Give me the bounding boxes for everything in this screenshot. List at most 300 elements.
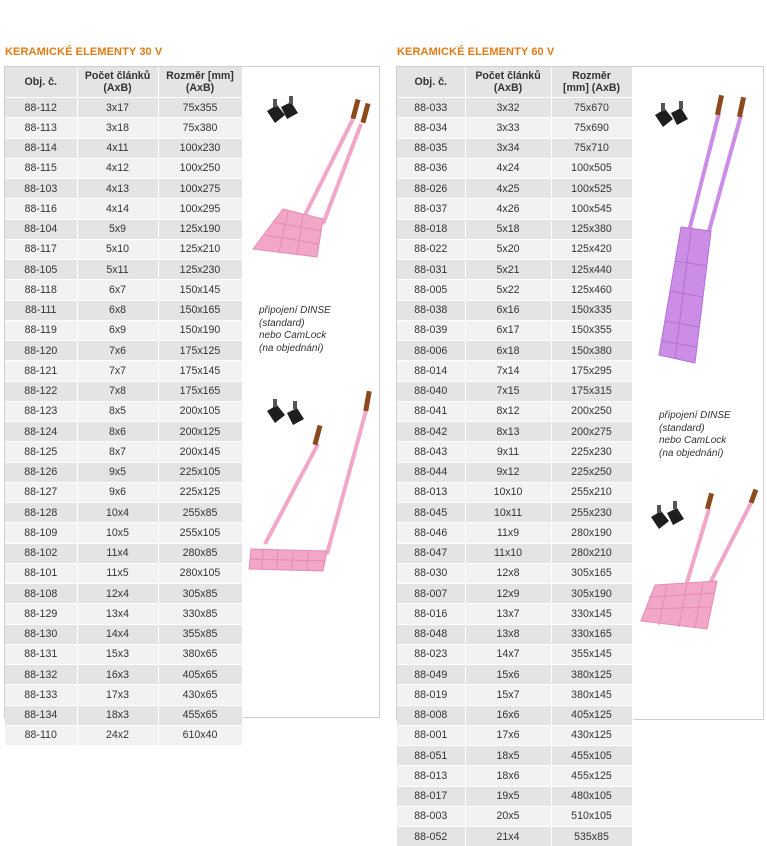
cell-code: 88-005 [397,280,465,300]
table-row [5,320,242,340]
cell-size: 100x525 [551,179,632,199]
table-row [397,260,632,280]
table-row [397,827,632,846]
cell-code: 88-111 [5,300,77,320]
cell-count: 18x3 [77,705,158,725]
cell-size: 125x420 [551,239,632,259]
table-row [397,786,632,806]
cell-code: 88-008 [397,705,465,725]
cell-count: 24x2 [77,725,158,745]
cell-count: 16x3 [77,665,158,685]
cell-count: 10x4 [77,503,158,523]
cell-count: 5x9 [77,219,158,239]
cell-count: 3x32 [465,98,551,118]
table-row [397,158,632,178]
cell-code: 88-128 [5,503,77,523]
cell-count: 3x17 [77,98,158,118]
table-row [397,361,632,381]
dinse-connector-icon [651,501,684,529]
cell-code: 88-013 [397,482,465,502]
cell-size: 100x230 [158,138,242,158]
cell-count: 10x11 [465,503,551,523]
cell-code: 88-039 [397,320,465,340]
cell-code: 88-051 [397,746,465,766]
cell-code: 88-116 [5,199,77,219]
table-row [5,118,242,138]
table-row [5,725,242,745]
table-row [397,604,632,624]
table-row [5,543,242,563]
dinse-connector-icon [655,101,688,127]
dinse-connector-icon [267,96,298,123]
cell-count: 15x3 [77,644,158,664]
cell-code: 88-046 [397,523,465,543]
cell-count: 6x7 [77,280,158,300]
ceramic-mat [253,209,323,257]
cell-count: 9x5 [77,462,158,482]
cell-size: 280x105 [158,563,242,583]
cell-code: 88-036 [397,158,465,178]
cell-count: 12x9 [465,584,551,604]
table-row [397,644,632,664]
cell-count: 17x3 [77,685,158,705]
cell-count: 18x5 [465,746,551,766]
cell-count: 20x5 [465,806,551,826]
ceramic-mat [641,581,717,629]
table-row [397,280,632,300]
cell-code: 88-108 [5,584,77,604]
cell-size: 430x125 [551,725,632,745]
table-row [5,523,242,543]
cell-code: 88-103 [5,179,77,199]
cell-count: 5x10 [77,239,158,259]
cell-code: 88-042 [397,422,465,442]
section-title-30v: KERAMICKÉ ELEMENTY 30 V [5,46,162,58]
cell-size: 610x40 [158,725,242,745]
table-row [5,341,242,361]
cell-code: 88-001 [397,725,465,745]
cell-code: 88-129 [5,604,77,624]
cell-size: 380x65 [158,644,242,664]
cell-code: 88-030 [397,563,465,583]
cell-count: 6x9 [77,320,158,340]
cell-size: 280x210 [551,543,632,563]
cell-code: 88-035 [397,138,465,158]
heating-element-60v-image-1 [637,91,761,391]
cell-size: 305x165 [551,563,632,583]
table-row [5,219,242,239]
cell-count: 8x12 [465,401,551,421]
cell-code: 88-044 [397,462,465,482]
cell-size: 380x125 [551,665,632,685]
heating-element-30v-image-1 [243,89,379,259]
table-row [5,381,242,401]
cell-code: 88-122 [5,381,77,401]
cell-code: 88-113 [5,118,77,138]
table-row [5,442,242,462]
cell-size: 75x670 [551,98,632,118]
cell-code: 88-034 [397,118,465,138]
table-row [5,422,242,442]
cell-count: 4x13 [77,179,158,199]
table-row [5,685,242,705]
cell-code: 88-127 [5,482,77,502]
cell-count: 7x7 [77,361,158,381]
table-60v [397,67,633,846]
section-title-60v: KERAMICKÉ ELEMENTY 60 V [397,46,554,58]
cell-code: 88-052 [397,827,465,846]
cell-code: 88-048 [397,624,465,644]
element-leads [685,489,758,589]
cell-count: 3x33 [465,118,551,138]
table-row [397,462,632,482]
table-row [397,665,632,685]
cell-count: 15x6 [465,665,551,685]
cell-count: 10x10 [465,482,551,502]
cell-size: 75x690 [551,118,632,138]
cell-count: 13x7 [465,604,551,624]
cell-size: 330x165 [551,624,632,644]
cell-size: 125x210 [158,239,242,259]
cell-size: 255x85 [158,503,242,523]
cell-size: 100x250 [158,158,242,178]
table-row [397,401,632,421]
cell-size: 455x105 [551,746,632,766]
cell-size: 150x355 [551,320,632,340]
cell-code: 88-117 [5,239,77,259]
panel-60v [396,66,764,720]
cell-size: 330x85 [158,604,242,624]
cell-code: 88-047 [397,543,465,563]
cell-count: 9x6 [77,482,158,502]
cell-code: 88-101 [5,563,77,583]
cell-size: 175x165 [158,381,242,401]
cell-size: 510x105 [551,806,632,826]
table-row [5,482,242,502]
cell-code: 88-006 [397,341,465,361]
cell-count: 9x12 [465,462,551,482]
cell-size: 125x230 [158,260,242,280]
table-row [5,705,242,725]
cell-size: 175x315 [551,381,632,401]
table-row [5,179,242,199]
cell-size: 150x165 [158,300,242,320]
cell-code: 88-110 [5,725,77,745]
cell-count: 6x18 [465,341,551,361]
cell-count: 11x5 [77,563,158,583]
cell-code: 88-017 [397,786,465,806]
cell-code: 88-119 [5,320,77,340]
table-row [5,401,242,421]
cell-code: 88-109 [5,523,77,543]
table-row [5,462,242,482]
table-row [397,685,632,705]
element-leads [689,95,746,231]
cell-count: 10x5 [77,523,158,543]
table-row [397,341,632,361]
cell-count: 5x18 [465,219,551,239]
cell-size: 255x105 [158,523,242,543]
cell-count: 7x15 [465,381,551,401]
table-row [5,563,242,583]
cell-size: 175x125 [158,341,242,361]
col-header-count: Počet článků (AxB) [465,67,551,98]
table-row [397,422,632,442]
col-header-code: Obj. č. [5,67,77,98]
cell-code: 88-049 [397,665,465,685]
cell-count: 7x14 [465,361,551,381]
col-header-size: Rozměr [mm] (AxB) [551,67,632,98]
table-row [397,381,632,401]
cell-size: 150x380 [551,341,632,361]
col-header-size: Rozměr [mm] (AxB) [158,67,242,98]
dinse-connector-icon [267,399,304,425]
cell-count: 4x25 [465,179,551,199]
ceramic-mat [659,227,711,363]
table-row [5,644,242,664]
cell-count: 12x8 [465,563,551,583]
cell-code: 88-134 [5,705,77,725]
table-row [5,665,242,685]
table-row [397,199,632,219]
cell-count: 5x22 [465,280,551,300]
table-row [5,158,242,178]
table-row [397,138,632,158]
cell-size: 125x440 [551,260,632,280]
cell-size: 125x380 [551,219,632,239]
ceramic-mat [249,549,327,571]
cell-count: 8x13 [465,422,551,442]
table-row [397,219,632,239]
cell-count: 7x8 [77,381,158,401]
heating-element-60v-image-2 [637,489,761,639]
table-row [397,442,632,462]
cell-code: 88-124 [5,422,77,442]
cell-code: 88-133 [5,685,77,705]
cell-count: 3x18 [77,118,158,138]
cell-size: 175x145 [158,361,242,381]
cell-code: 88-023 [397,644,465,664]
cell-size: 200x105 [158,401,242,421]
table-row [397,239,632,259]
element-leads [303,99,370,224]
cell-count: 4x26 [465,199,551,219]
cell-size: 280x85 [158,543,242,563]
cell-code: 88-019 [397,685,465,705]
cell-count: 12x4 [77,584,158,604]
table-row [397,98,632,118]
cell-size: 225x230 [551,442,632,462]
table-row [5,98,242,118]
cell-size: 75x710 [551,138,632,158]
cell-code: 88-126 [5,462,77,482]
table-30v [5,67,243,745]
cell-code: 88-018 [397,219,465,239]
cell-count: 4x24 [465,158,551,178]
cell-size: 405x125 [551,705,632,725]
cell-count: 21x4 [465,827,551,846]
cell-count: 14x4 [77,624,158,644]
cell-count: 5x11 [77,260,158,280]
cell-size: 150x145 [158,280,242,300]
table-row [397,624,632,644]
cell-count: 3x34 [465,138,551,158]
cell-code: 88-114 [5,138,77,158]
col-header-code: Obj. č. [397,67,465,98]
table-row [397,300,632,320]
cell-size: 225x125 [158,482,242,502]
cell-size: 355x145 [551,644,632,664]
cell-size: 175x295 [551,361,632,381]
cell-code: 88-037 [397,199,465,219]
cell-count: 8x7 [77,442,158,462]
table-row [397,766,632,786]
connection-note-30v: připojení DINSE (standard) nebo CamLock (na objednání) [259,305,331,355]
cell-count: 7x6 [77,341,158,361]
cell-code: 88-130 [5,624,77,644]
cell-code: 88-132 [5,665,77,685]
cell-size: 200x125 [158,422,242,442]
table-row [397,320,632,340]
cell-size: 305x190 [551,584,632,604]
table-row [5,280,242,300]
cell-size: 200x250 [551,401,632,421]
cell-code: 88-022 [397,239,465,259]
cell-size: 225x250 [551,462,632,482]
table-row [397,563,632,583]
table-row [5,584,242,604]
table-row [397,179,632,199]
cell-size: 355x85 [158,624,242,644]
table-row [5,138,242,158]
cell-code: 88-007 [397,584,465,604]
cell-code: 88-131 [5,644,77,664]
cell-code: 88-112 [5,98,77,118]
cell-count: 6x8 [77,300,158,320]
cell-count: 13x8 [465,624,551,644]
cell-code: 88-045 [397,503,465,523]
cell-size: 100x275 [158,179,242,199]
cell-size: 480x105 [551,786,632,806]
table-row [5,300,242,320]
table-row [5,503,242,523]
table-row [397,118,632,138]
cell-count: 9x11 [465,442,551,462]
table-row [5,604,242,624]
cell-code: 88-003 [397,806,465,826]
cell-code: 88-118 [5,280,77,300]
cell-code: 88-041 [397,401,465,421]
cell-count: 4x12 [77,158,158,178]
cell-count: 11x10 [465,543,551,563]
cell-code: 88-104 [5,219,77,239]
cell-count: 6x16 [465,300,551,320]
cell-count: 15x7 [465,685,551,705]
cell-code: 88-016 [397,604,465,624]
cell-code: 88-043 [397,442,465,462]
cell-count: 8x6 [77,422,158,442]
cell-code: 88-026 [397,179,465,199]
cell-count: 5x21 [465,260,551,280]
col-header-count: Počet článků (AxB) [77,67,158,98]
table-row [397,806,632,826]
cell-count: 5x20 [465,239,551,259]
cell-size: 280x190 [551,523,632,543]
cell-size: 125x460 [551,280,632,300]
cell-code: 88-125 [5,442,77,462]
cell-size: 455x65 [158,705,242,725]
table-row [397,482,632,502]
cell-size: 75x355 [158,98,242,118]
table-row [5,260,242,280]
cell-code: 88-014 [397,361,465,381]
cell-code: 88-120 [5,341,77,361]
cell-count: 4x11 [77,138,158,158]
table-row [397,543,632,563]
table-row [5,361,242,381]
table-row [397,503,632,523]
cell-code: 88-102 [5,543,77,563]
cell-size: 150x335 [551,300,632,320]
cell-code: 88-013 [397,766,465,786]
cell-size: 225x105 [158,462,242,482]
cell-code: 88-123 [5,401,77,421]
table-row [5,624,242,644]
cell-code: 88-031 [397,260,465,280]
cell-count: 11x9 [465,523,551,543]
cell-count: 4x14 [77,199,158,219]
cell-count: 14x7 [465,644,551,664]
cell-code: 88-105 [5,260,77,280]
cell-count: 6x17 [465,320,551,340]
table-row [397,725,632,745]
cell-code: 88-038 [397,300,465,320]
cell-size: 100x505 [551,158,632,178]
table-row [397,746,632,766]
cell-count: 8x5 [77,401,158,421]
cell-size: 150x190 [158,320,242,340]
cell-size: 535x85 [551,827,632,846]
cell-size: 305x85 [158,584,242,604]
cell-size: 405x65 [158,665,242,685]
cell-count: 19x5 [465,786,551,806]
table-row [397,584,632,604]
cell-code: 88-033 [397,98,465,118]
cell-count: 13x4 [77,604,158,624]
heating-element-30v-image-2 [243,389,379,579]
panel-30v [4,66,380,718]
cell-size: 430x65 [158,685,242,705]
cell-count: 17x6 [465,725,551,745]
cell-count: 16x6 [465,705,551,725]
cell-size: 200x275 [551,422,632,442]
cell-size: 100x295 [158,199,242,219]
cell-count: 11x4 [77,543,158,563]
cell-code: 88-115 [5,158,77,178]
cell-code: 88-040 [397,381,465,401]
cell-size: 330x145 [551,604,632,624]
cell-size: 200x145 [158,442,242,462]
cell-size: 100x545 [551,199,632,219]
cell-count: 18x6 [465,766,551,786]
cell-code: 88-121 [5,361,77,381]
cell-size: 75x380 [158,118,242,138]
table-row [397,705,632,725]
cell-size: 255x230 [551,503,632,523]
table-row [397,523,632,543]
table-row [5,239,242,259]
cell-size: 380x145 [551,685,632,705]
